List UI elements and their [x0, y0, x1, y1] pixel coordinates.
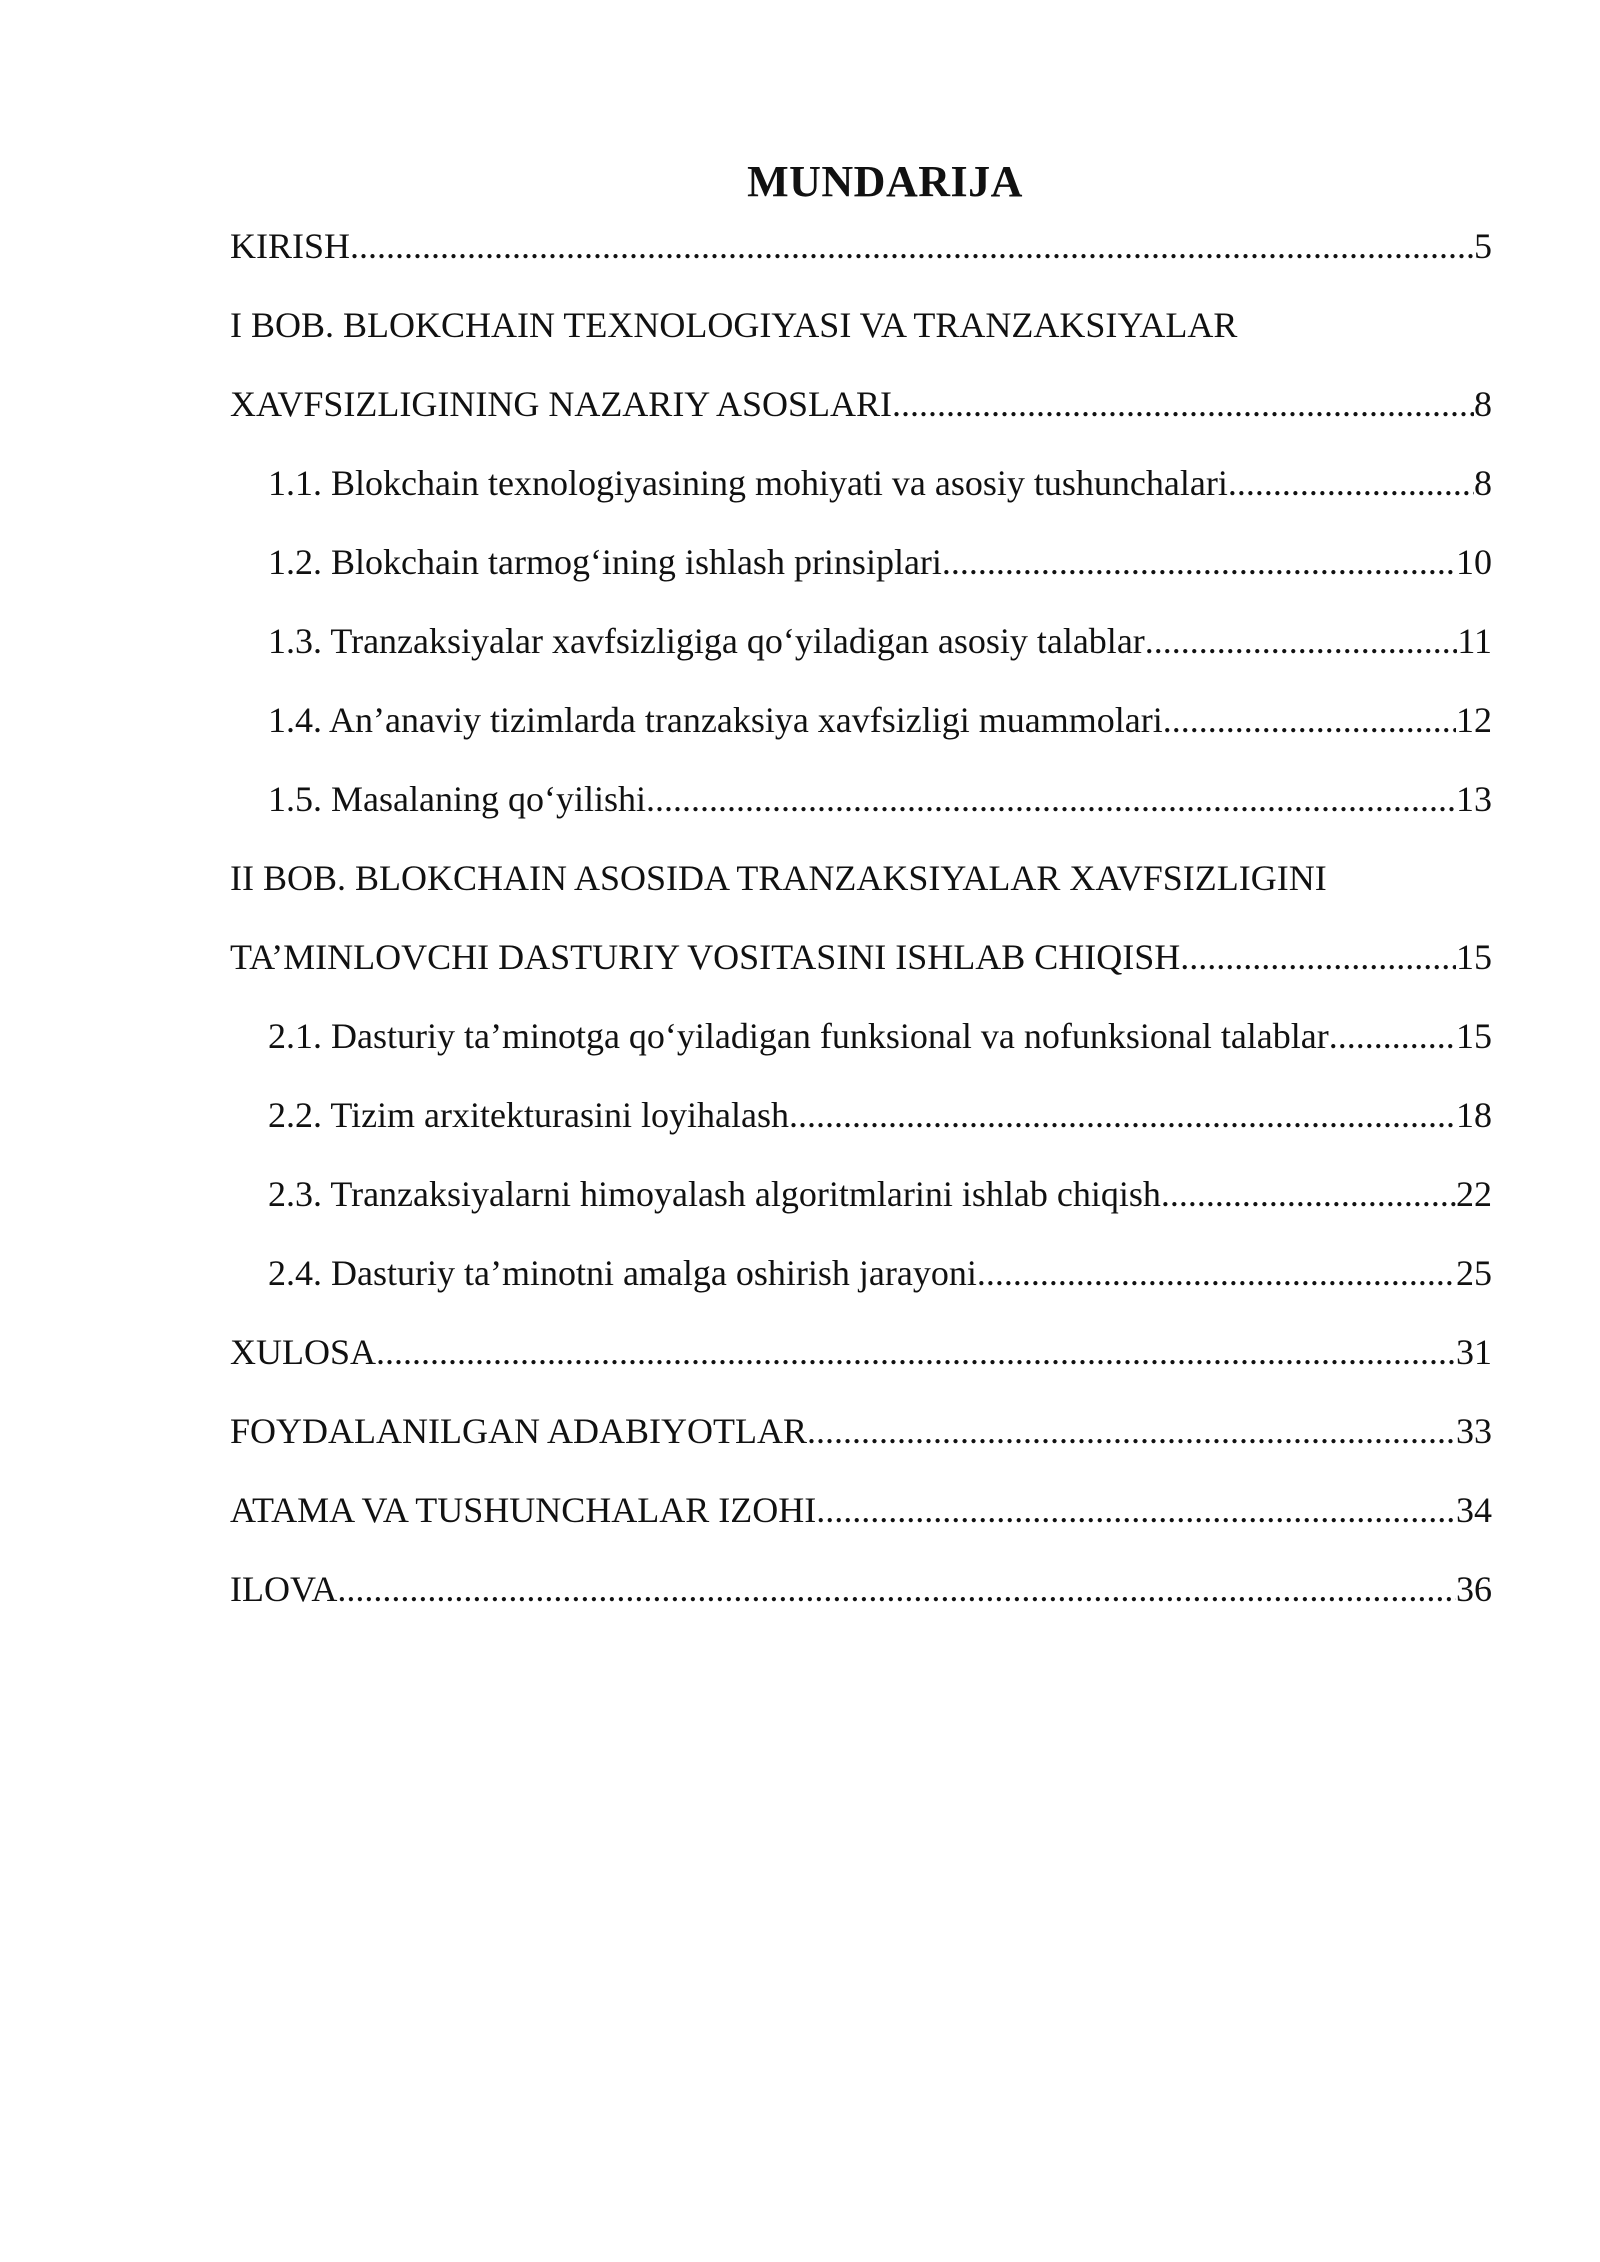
toc-entry-text: FOYDALANILGAN ADABIYOTLAR — [230, 1411, 807, 1451]
table-of-contents — [230, 207, 1492, 1629]
toc-entry-2-3[interactable] — [230, 1155, 1492, 1234]
toc-page-number: 5 — [1474, 226, 1492, 266]
toc-page-number: 31 — [1456, 1332, 1492, 1372]
toc-entry-text: 2.3. Tranzaksiyalarni himoyalash algoritmlarini ishlab chiqish — [268, 1174, 1161, 1214]
toc-entry-text: 1.1. Blokchain texnologiyasining mohiyati va asosiy tushunchalari — [268, 463, 1228, 503]
toc-page-number: 15 — [1456, 1016, 1492, 1056]
dot-leader — [1163, 681, 1456, 760]
toc-page-number: 36 — [1456, 1569, 1492, 1609]
dot-leader — [376, 1313, 1456, 1392]
toc-entry-2-2[interactable] — [230, 1076, 1492, 1155]
toc-entry-text: 1.3. Tranzaksiyalar xavfsizligiga qo‘yiladigan asosiy talablar — [268, 621, 1145, 661]
toc-entry-text: 1.2. Blokchain tarmog‘ining ishlash prinsiplari — [268, 542, 942, 582]
toc-entry-1-4[interactable] — [230, 681, 1492, 760]
toc-entry-text: KIRISH — [230, 226, 351, 266]
toc-page-number: 13 — [1456, 779, 1492, 819]
toc-entry-xulosa[interactable] — [230, 1313, 1492, 1392]
toc-entry-atama-izohi[interactable] — [230, 1471, 1492, 1550]
dot-leader — [337, 1550, 1456, 1629]
toc-entry-kirish[interactable] — [230, 207, 1492, 286]
dot-leader — [807, 1392, 1456, 1471]
dot-leader — [1145, 602, 1458, 681]
toc-page-number: 8 — [1474, 384, 1492, 424]
toc-entry-text: TA’MINLOVCHI DASTURIY VOSITASINI ISHLAB CHIQISH — [230, 937, 1181, 977]
toc-entry-text: 2.2. Tizim arxitekturasini loyihalash — [268, 1095, 789, 1135]
dot-leader — [646, 760, 1456, 839]
toc-title: MUNDARIJA — [747, 157, 1023, 206]
toc-page-number: 10 — [1456, 542, 1492, 582]
dot-leader — [816, 1471, 1456, 1550]
toc-page-number: 8 — [1474, 463, 1492, 503]
dot-leader — [350, 207, 1474, 286]
dot-leader — [789, 1076, 1456, 1155]
toc-entry-text: ILOVA — [230, 1569, 338, 1609]
dot-leader — [1228, 444, 1474, 523]
toc-entry-adabiyotlar[interactable] — [230, 1392, 1492, 1471]
dot-leader — [892, 365, 1474, 444]
toc-page-number: 33 — [1456, 1411, 1492, 1451]
toc-entry-2-1[interactable] — [230, 997, 1492, 1076]
toc-entry-1-5[interactable] — [230, 760, 1492, 839]
dot-leader — [942, 523, 1456, 602]
dot-leader — [1329, 997, 1456, 1076]
toc-entry-text: 1.5. Masalaning qo‘yilishi — [268, 779, 646, 819]
toc-page-number: 34 — [1456, 1490, 1492, 1530]
toc-entry-1-1[interactable] — [230, 444, 1492, 523]
dot-leader — [977, 1234, 1456, 1313]
toc-entry-text: XAVFSIZLIGINING NAZARIY ASOSLARI — [230, 384, 893, 424]
toc-entry-2-4[interactable] — [230, 1234, 1492, 1313]
toc-entry-text: 1.4. An’anaviy tizimlarda tranzaksiya xavfsizligi muammolari — [268, 700, 1163, 740]
toc-entry-text-line1: I BOB. BLOKCHAIN TEXNOLOGIYASI VA TRANZAKSIYALAR — [230, 305, 1238, 345]
dot-leader — [1180, 918, 1456, 997]
toc-page-number: 22 — [1456, 1174, 1492, 1214]
toc-page-number: 25 — [1456, 1253, 1492, 1293]
toc-entry-text: 2.1. Dasturiy ta’minotga qo‘yiladigan funksional va nofunksional talablar — [268, 1016, 1329, 1056]
toc-page-number: 12 — [1456, 700, 1492, 740]
toc-entry-text-line1: II BOB. BLOKCHAIN ASOSIDA TRANZAKSIYALAR XAVFSIZLIGINI — [230, 858, 1327, 898]
toc-entry-text: 2.4. Dasturiy ta’minotni amalga oshirish jarayoni — [268, 1253, 977, 1293]
toc-entry-chapter-1[interactable] — [230, 286, 1492, 444]
toc-entry-chapter-2[interactable] — [230, 839, 1492, 997]
toc-entry-text: XULOSA — [230, 1332, 377, 1372]
toc-entry-1-3[interactable] — [230, 602, 1492, 681]
toc-page-number: 18 — [1456, 1095, 1492, 1135]
toc-page-number: 15 — [1456, 937, 1492, 977]
toc-entry-1-2[interactable] — [230, 523, 1492, 602]
toc-page-number: 11 — [1457, 621, 1492, 661]
toc-entry-text: ATAMA VA TUSHUNCHALAR IZOHI — [230, 1490, 817, 1530]
toc-entry-ilova[interactable] — [230, 1550, 1492, 1629]
dot-leader — [1161, 1155, 1456, 1234]
